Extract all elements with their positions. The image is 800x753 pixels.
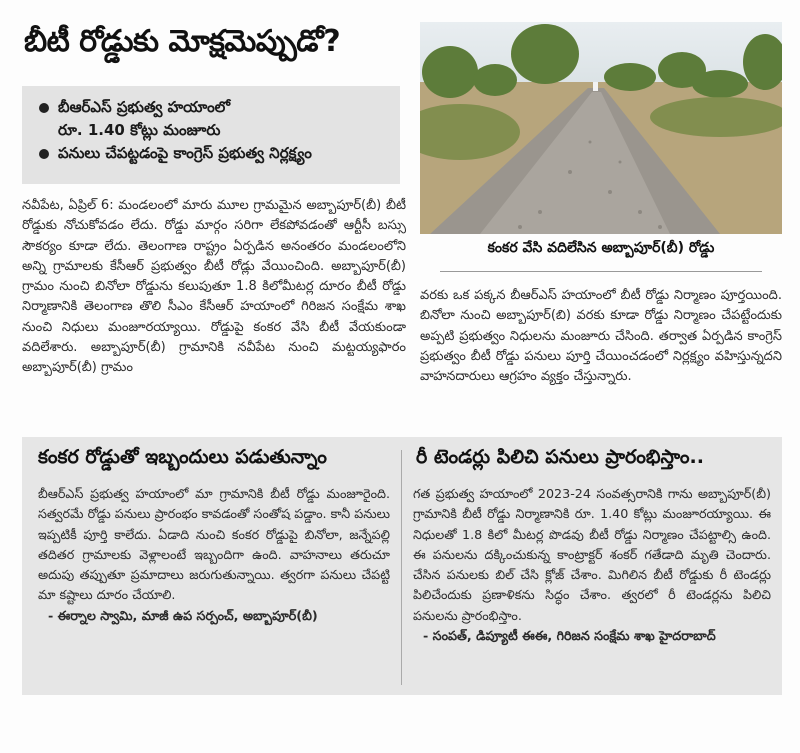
gravel-road-illustration: [420, 22, 782, 234]
quote1-text: బీఆర్ఎస్ ప్రభుత్వ హయాంలో మా గ్రామానికి బీటీ రోడ్డు మంజూరైంది. సత్వరమే రోడ్డు పనులు ప్రారంభం కావడంతో సంతోష పడ్డాం. కానీ పనులు ఇప్పటికీ పూర్తి కాలేదు. ఏడాది నుంచి కంకర రోడ్డుపై బినోలా, జన్నేపల్లి తదితర గ్రామాలకు వెళ్లాలంటే ఇబ్బందిగా ఉంది. వాహనాలు తరుచూ అదుపు తప్పుతూ ప్రమాదాలు జరుగుతున్నాయి. త్వరగా పనులు చేపట్టి మా కష్టాలు దూరం చేయాలి.: [38, 486, 390, 603]
quotes-divider: [401, 450, 402, 685]
highlight-2: రూ. 1.40 కోట్లు మంజూరు: [58, 121, 221, 139]
quote2-body: [413, 484, 771, 646]
quote1-body: [38, 484, 390, 626]
caption-divider: [440, 271, 762, 272]
quote2-text: గత ప్రభుత్వ హయాంలో 2023-24 సంవత్సరానికి గాను అబ్బాపూర్(బీ) గ్రామానికి బీటీ రోడ్డు నిర్మాణానికి రూ. 1.40 కోట్లు మంజూరయ్యాయి. ఈ నిధులతో 1.8 కిలో మీటర్ల పొడవు బీటీ రోడ్డు నిర్మాణం చేపట్టాల్సి ఉంది. ఈ పనులను దక్కించుకున్న కాంట్రాక్టర్ శంకర్ గతేడాది మృతి చెందారు. చేసిన పనులకు బిల్ చేసి క్లోజ్ చేశాం. మిగిలిన బీటీ రోడ్డుకు రీ టెండర్లు పిలిచేందుకు ప్రణాళికను సిద్ధం చేశాం. త్వరలో రీ టెండర్లను పిలిచి పనులను ప్రారంభిస్తాం.: [413, 486, 771, 623]
quote2-heading: రీ టెండర్లు పిలిచి పనులు ప్రారంభిస్తాం..: [416, 446, 704, 468]
article-column-2: వరకు ఒక పక్కన బీఆర్ఎస్ హయాంలో బీటీ రోడ్డు నిర్మాణం పూర్తయింది. బినోలా నుంచి అబ్బాపూర్(బి) వరకు కూడా రోడ్డు నిర్మాణం చేపట్టేందుకు అప్పటి ప్రభుత్వం నిధులను మంజూరు చేసింది. తర్వాత ఏర్పడిన కాంగ్రెస్ ప్రభుత్వం బీటీ రోడ్డు పనులు పూర్తి చేయించడంలో నిర్లక్ష్యం వహిస్తున్నదని వాహనదారులు ఆగ్రహం వ్యక్తం చేస్తున్నారు.: [420, 288, 782, 385]
highlight-3: పనులు చేపట్టడంపై కాంగ్రెస్ ప్రభుత్వ నిర్లక్ష్యం: [36, 142, 392, 165]
headline: బీటీ రోడ్డుకు మోక్షమెప్పుడో?: [24, 24, 341, 59]
photo-caption: కంకర వేసి వదిలేసిన అబ్బాపూర్(బీ) రోడ్డు: [487, 240, 715, 256]
quote1-heading: కంకర రోడ్డుతో ఇబ్బందులు పడుతున్నాం: [38, 446, 327, 468]
quote2-signature: - సంపత్, డిప్యూటీ ఈఈ, గిరిజన సంక్షేమ శాఖ హైదరాబాద్: [423, 628, 716, 644]
quote1-signature: - ఈర్నాల స్వామి, మాజీ ఉప సర్పంచ్, అబ్బాపూర్(బీ): [48, 607, 318, 623]
road-photo: [420, 22, 782, 234]
highlights-box: [22, 86, 400, 184]
article-column-1: నవీపేట, ఏప్రిల్ 6: మండలంలో మారు మూల గ్రామమైన అబ్బాపూర్(బీ) బీటీ రోడ్డుకు నోచుకోవడం లేదు. రోడ్డు మార్గం సరిగా లేకపోవడంతో ఆర్టీసీ బస్సు సౌకర్యం కూడా లేదు. తెలంగాణ రాష్ట్రం ఏర్పడిన అనంతరం మండలంలోని అన్ని గ్రామాలకు కేసీఆర్ ప్రభుత్వం బీటీ రోడ్లు వేయించింది. అబ్బాపూర్(బీ) గ్రామం నుంచి బినోలా రోడ్డును కలుపుతూ 1.8 కిలోమీటర్ల దూరం బీటీ రోడ్డు నిర్మాణానికి తెలంగాణ తొలి సీఎం కేసీఆర్ హయాంలో గిరిజన సంక్షేమ శాఖ నుంచి నిధులు మంజూరయ్యాయి. రోడ్డుపై కంకర వేసి బీటీ వేయకుండా వదిలేశారు. అబ్బాపూర్(బీ) గ్రామానికి నవీపేట నుంచి మట్టయ్యఫారం అబ్బాపూర్(బీ) గ్రామం: [22, 198, 406, 376]
highlight-1: బీఆర్ఎస్ ప్రభుత్వ హయాంలో: [36, 96, 392, 119]
